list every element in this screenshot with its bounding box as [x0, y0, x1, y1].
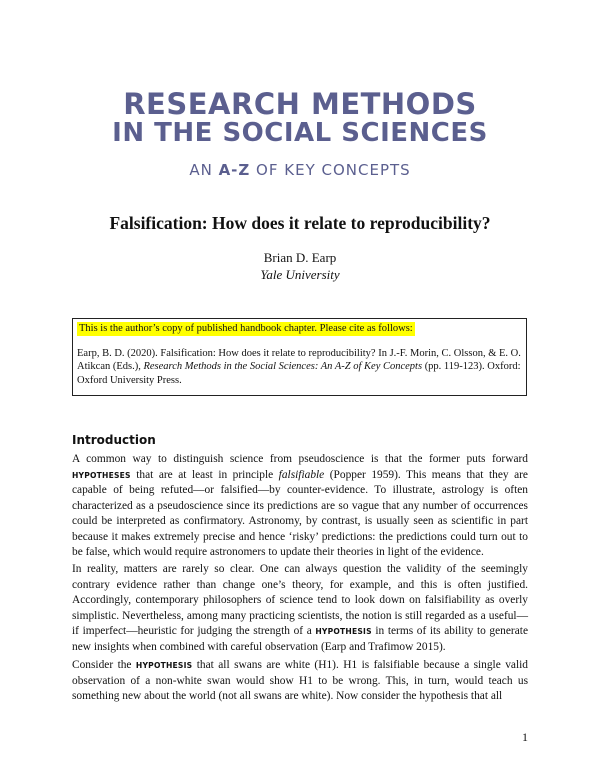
section-heading: Introduction [72, 433, 156, 447]
page-number: 1 [522, 730, 528, 744]
book-series-title-line2: IN THE SOCIAL SCIENCES [112, 118, 488, 148]
p1-term-hypotheses: HYPOTHESES [72, 470, 131, 480]
p2-text-c: in terms of its ability to generate new insights when combined with careful observation (Earp and Trafimow 2015). [72, 625, 528, 653]
chapter-title: Falsification: How does it relate to reproducibility? [109, 213, 491, 233]
p1-text-e: (Popper 1959). This means that they are capable of being refuted—or falsified—by counter-evidence. To illustrate, astrology is often characterized as a pseudoscience since its predictions are so vague that any number of occurrences could be interpreted as confirmatory. Astronomy, by contrast, is usually seen as scientific in part because it makes extremely precise and hence ‘risky’ predictions: the predictions could turn out to be false, which would require astronomers to update their theories in light of the evidence. [72, 468, 528, 558]
book-series-tagline [0, 161, 600, 179]
p2-text-a: In reality, matters are rarely so clear. One can always question the validity of the seemingly contrary evidence rather than change one’s theory, for example, and this is often justified. Accordingly, contemporary philosophers of science tend to look down on falsifiability as overly simplistic. Nevertheless, among many practicing scientists, the notion is still regarded as a useful—if imperfect—heuristic for judging the strength of a [72, 563, 528, 637]
paragraph-2 [72, 562, 528, 655]
citation-text-pre: Earp, B. D. (2020). Falsification: How does it relate to reproducibility? In J.-F. Morin, C. Olsson, & E. O. Atikcan (Eds.), [77, 347, 521, 372]
citation-text-post: (pp. 119-123). Oxford: Oxford University Press. [77, 361, 521, 386]
citation-box [72, 318, 527, 396]
p2-term-hypothesis: HYPOTHESIS [315, 627, 372, 636]
author-name: Brian D. Earp [263, 250, 337, 265]
citation-text [77, 347, 522, 388]
book-series-title-line1: RESEARCH METHODS [123, 87, 477, 121]
p1-term-falsifiable: falsifiable [278, 468, 325, 481]
p1-text-a: A common way to distinguish science from pseudoscience is that the former puts forward [72, 453, 528, 465]
citation-book-title: Research Methods in the Social Sciences: An A-Z of Key Concepts [143, 361, 423, 372]
tagline-az: A-Z [218, 161, 251, 179]
citation-notice: This is the author’s copy of published handbook chapter. Please cite as follows: [79, 323, 413, 334]
p3-text-a: Consider the [72, 659, 136, 671]
paragraph-3 [72, 658, 528, 705]
p1-text-c: that are at least in principle [130, 468, 279, 481]
paragraph-1 [72, 452, 528, 561]
p3-text-c: that all swans are white (H1). H1 is falsifiable because a single valid observation of a non-white swan would show H1 to be wrong. This, in turn, would teach us something new about the world (not all swans are white). Now consider the hypothesis that all [72, 659, 528, 702]
author-affiliation: Yale University [260, 267, 340, 282]
tagline-suffix: OF KEY CONCEPTS [250, 161, 411, 179]
p3-term-hypothesis: HYPOTHESIS [135, 661, 193, 670]
tagline-prefix: AN [189, 161, 219, 179]
